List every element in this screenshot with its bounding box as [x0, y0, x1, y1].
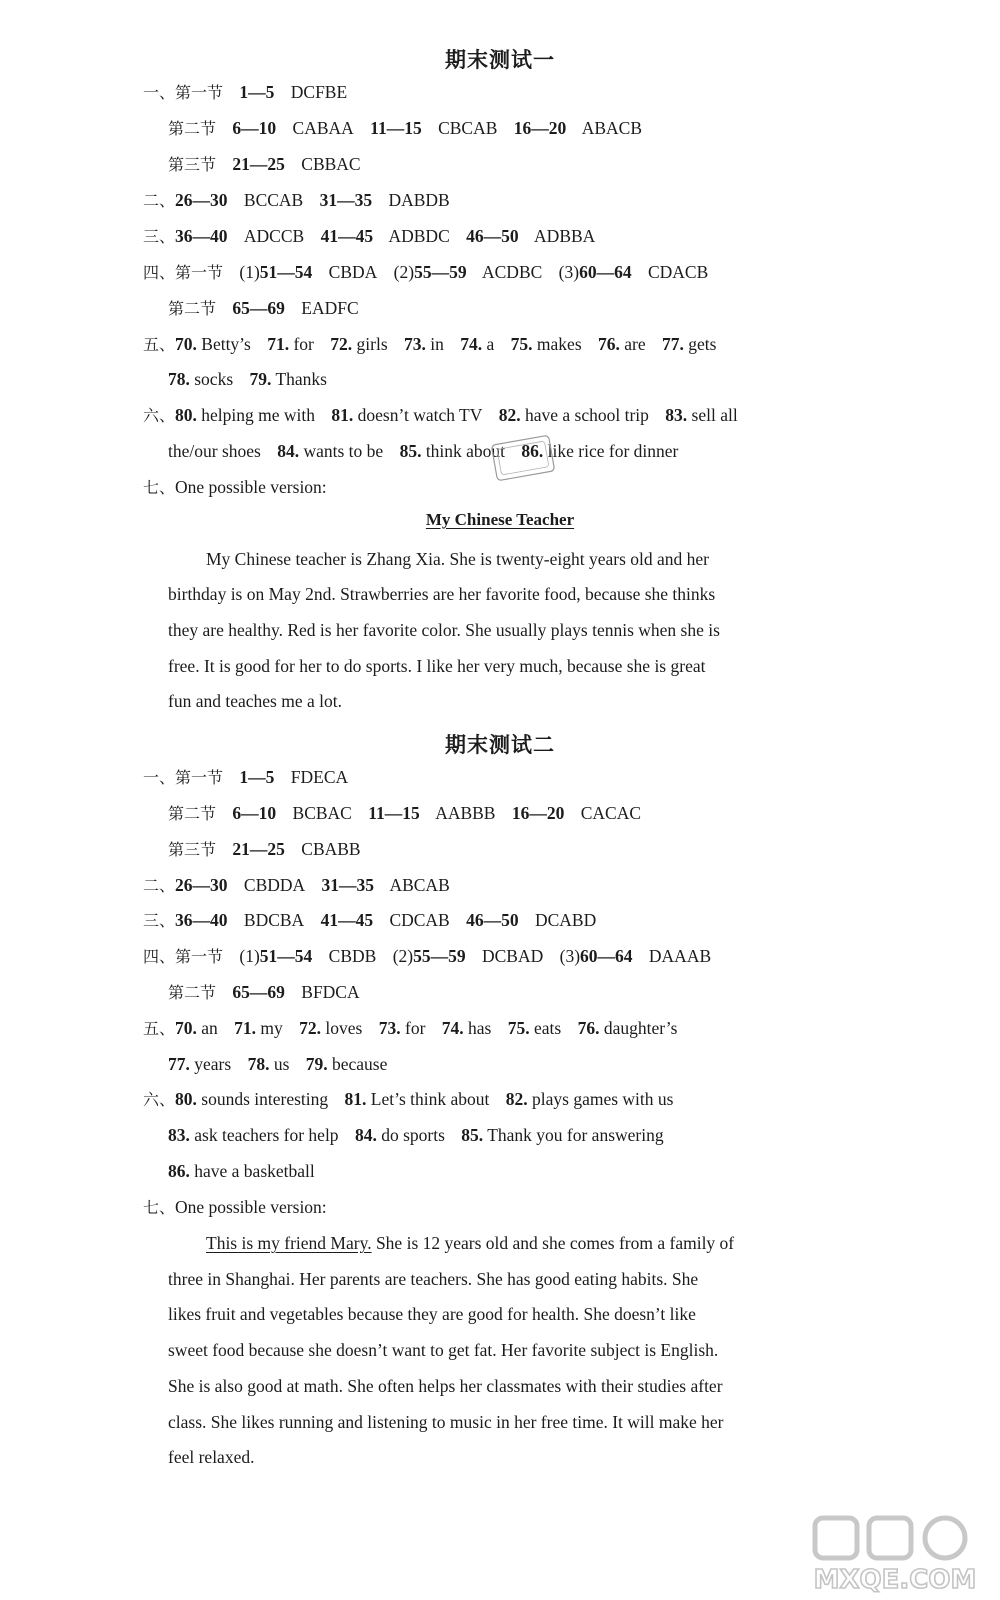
essay-line	[206, 1230, 734, 1256]
answers: CABAA	[292, 118, 354, 138]
item-answer: an	[201, 1018, 218, 1038]
item-number: 81.	[331, 405, 354, 425]
item-number: 70.	[175, 334, 197, 354]
item-answer: helping me with	[201, 405, 315, 425]
item-answer: a	[486, 334, 495, 354]
answers: AABBB	[435, 803, 496, 823]
section-label: 第三节	[168, 840, 217, 859]
section-label: 三、	[143, 227, 176, 246]
range: 41—45	[320, 226, 374, 246]
item-answer: girls	[356, 334, 388, 354]
answers: DCBAD	[481, 946, 544, 966]
range: 46—50	[466, 910, 519, 930]
essay-line: free. It is good for her to do sports. I like her very much, because she is great	[168, 656, 706, 676]
test1-s5-line1	[143, 331, 716, 358]
item-answer: gets	[688, 334, 717, 354]
test2-s1-line3	[168, 836, 361, 863]
item-answer: because	[332, 1054, 388, 1074]
part-marker: (2)	[392, 946, 414, 966]
section-label: 第二节	[168, 804, 217, 823]
item-number: 84.	[354, 1125, 377, 1145]
range: 11—15	[368, 803, 420, 823]
test2-s5-line2	[168, 1051, 387, 1077]
test2-s6-line3	[168, 1158, 315, 1184]
item-answer: Betty’s	[201, 334, 251, 354]
range: 65—69	[232, 982, 285, 1002]
item-number: 75.	[510, 334, 533, 354]
item-number: 74.	[441, 1018, 464, 1038]
test2-s3	[143, 907, 596, 934]
intro-text: One possible version:	[175, 477, 327, 497]
item-number: 71.	[267, 334, 290, 354]
test2-s6-line1	[143, 1086, 673, 1113]
essay-title	[0, 510, 1000, 530]
answers: BDCBA	[243, 910, 305, 930]
essay-line: likes fruit and vegetables because they are good for health. She doesn’t like	[168, 1304, 696, 1324]
item-number: 70.	[175, 1018, 197, 1038]
section-label: 四、第一节	[143, 947, 224, 966]
item-answer: loves	[325, 1018, 363, 1038]
range: 65—69	[232, 298, 285, 318]
essay-line: sweet food because she doesn’t want to get fat. Her favorite subject is English.	[168, 1340, 719, 1360]
item-number: 73.	[404, 334, 426, 354]
test2-s2	[143, 872, 450, 899]
answers: CBCAB	[438, 118, 498, 138]
item-number: 76.	[577, 1018, 600, 1038]
range: 6—10	[232, 803, 277, 823]
test1-s5-line2	[168, 366, 327, 392]
item-number: 77.	[168, 1054, 190, 1074]
section-label: 四、第一节	[143, 263, 224, 282]
essay-underlined-opening: This is my friend Mary.	[206, 1233, 372, 1253]
item-number: 84.	[277, 441, 300, 461]
item-number: 71.	[234, 1018, 257, 1038]
essay-line: She is also good at math. She often helps her classmates with their studies after	[168, 1376, 723, 1396]
range: 26—30	[175, 190, 228, 210]
test2-s4-line1	[143, 943, 711, 970]
item-answer: have a basketball	[194, 1161, 315, 1181]
range: 60—64	[580, 946, 633, 966]
range: 1—5	[239, 767, 275, 787]
item-answer: makes	[536, 334, 582, 354]
item-number: 78.	[168, 369, 190, 389]
test1-s1-line3	[168, 151, 361, 178]
range: 55—59	[413, 946, 466, 966]
answers: ABCAB	[389, 875, 450, 895]
item-answer: Let’s think about	[370, 1089, 490, 1109]
item-number: 72.	[299, 1018, 322, 1038]
test2-s1-line2	[168, 800, 641, 827]
answers: ADBBA	[534, 226, 596, 246]
answers: ACDBC	[482, 262, 543, 282]
item-answer: Thanks	[275, 369, 327, 389]
item-answer: have a school trip	[525, 405, 649, 425]
item-answer: plays games with us	[532, 1089, 674, 1109]
item-answer: sell all	[691, 405, 738, 425]
answers: DCFBE	[290, 82, 348, 102]
range: 36—40	[175, 910, 228, 930]
range: 55—59	[414, 262, 467, 282]
test1-s2	[143, 187, 450, 214]
part-marker: (3)	[558, 262, 580, 282]
item-answer: years	[194, 1054, 232, 1074]
item-answer: are	[624, 334, 646, 354]
range: 26—30	[175, 875, 228, 895]
item-answer: sounds interesting	[201, 1089, 329, 1109]
watermark-site-text: MXQE.COM	[813, 1565, 977, 1594]
item-number: 74.	[460, 334, 483, 354]
essay-title-text: My Chinese Teacher	[425, 510, 575, 529]
answers: DAAAB	[648, 946, 712, 966]
item-number: 77.	[662, 334, 684, 354]
answers: BCCAB	[243, 190, 304, 210]
item-number: 76.	[598, 334, 620, 354]
answers: CBDA	[328, 262, 378, 282]
test2-s7-intro	[143, 1194, 327, 1221]
answers: CDCAB	[389, 910, 450, 930]
answers: DABDB	[388, 190, 450, 210]
item-answer: for	[293, 334, 314, 354]
range: 16—20	[511, 803, 565, 823]
answers: ADBDC	[388, 226, 450, 246]
item-number: 80.	[175, 1089, 197, 1109]
item-number: 85.	[399, 441, 422, 461]
essay-line-rest: She is 12 years old and she comes from a family of	[371, 1233, 735, 1253]
test1-s3	[143, 223, 595, 250]
range: 16—20	[513, 118, 567, 138]
item-answer: ask teachers for help	[194, 1125, 339, 1145]
item-answer: daughter’s	[603, 1018, 678, 1038]
item-number: 78.	[247, 1054, 270, 1074]
range: 1—5	[239, 82, 275, 102]
item-number: 79.	[305, 1054, 328, 1074]
range: 51—54	[259, 946, 313, 966]
essay-line: class. She likes running and listening to music in her free time. It will make her	[168, 1412, 724, 1432]
item-number: 75.	[507, 1018, 530, 1038]
range: 6—10	[232, 118, 277, 138]
watermark-logo	[807, 1514, 982, 1594]
test1-s4-line2	[168, 295, 359, 322]
answers: ABACB	[581, 118, 642, 138]
range: 46—50	[466, 226, 519, 246]
item-answer: my	[260, 1018, 283, 1038]
section-label: 二、	[143, 191, 176, 210]
range: 31—35	[321, 875, 375, 895]
section-label: 第二节	[168, 119, 217, 138]
item-answer: like rice for dinner	[547, 441, 679, 461]
item-answer: socks	[194, 369, 234, 389]
item-answer: wants to be	[303, 441, 384, 461]
answers: CBABB	[301, 839, 361, 859]
test1-s6-line1	[143, 402, 738, 429]
item-number: 83.	[168, 1125, 190, 1145]
test2-title: 期末测试二	[445, 733, 555, 757]
section-label: 七、	[143, 1198, 176, 1217]
section-label: 第三节	[168, 155, 217, 174]
item-answer: for	[405, 1018, 426, 1038]
essay-line: fun and teaches me a lot.	[168, 691, 342, 711]
section-label: 一、第一节	[143, 83, 224, 102]
item-answer: has	[468, 1018, 492, 1038]
range: 60—64	[579, 262, 632, 282]
range: 11—15	[370, 118, 422, 138]
item-number: 85.	[461, 1125, 484, 1145]
stamp-seal	[488, 430, 558, 486]
test1-s4-line1	[143, 259, 708, 286]
essay-line: feel relaxed.	[168, 1447, 255, 1467]
item-number: 79.	[249, 369, 272, 389]
item-answer: the/our shoes	[168, 441, 261, 461]
answers: CBBAC	[301, 154, 361, 174]
answers: BCBAC	[292, 803, 352, 823]
section-label: 三、	[143, 911, 176, 930]
section-label: 第二节	[168, 299, 217, 318]
item-answer: us	[273, 1054, 290, 1074]
item-number: 81.	[344, 1089, 367, 1109]
item-answer: doesn’t watch TV	[357, 405, 483, 425]
answers: CACAC	[580, 803, 642, 823]
range: 36—40	[175, 226, 228, 246]
test1-s6-line2	[168, 438, 678, 464]
test1-s7-intro	[143, 474, 327, 501]
answers: CBDDA	[243, 875, 306, 895]
answers: DCABD	[534, 910, 597, 930]
test2-s4-line2	[168, 979, 360, 1006]
test1-s1-line1	[143, 79, 347, 106]
section-label: 五、	[143, 1019, 176, 1038]
essay-line: birthday is on May 2nd. Strawberries are her favorite food, because she thinks	[168, 584, 716, 604]
range: 51—54	[259, 262, 313, 282]
part-marker: (3)	[559, 946, 581, 966]
range: 21—25	[232, 154, 285, 174]
item-number: 86.	[521, 441, 544, 461]
part-marker: (2)	[393, 262, 415, 282]
section-label: 七、	[143, 478, 176, 497]
answers: CBDB	[328, 946, 377, 966]
item-number: 83.	[665, 405, 688, 425]
section-label: 六、	[143, 1090, 176, 1109]
section-label: 二、	[143, 876, 176, 895]
test1-title: 期末测试一	[445, 48, 555, 72]
item-answer: do sports	[381, 1125, 445, 1145]
answers: EADFC	[301, 298, 359, 318]
section-label: 第二节	[168, 983, 217, 1002]
answers: ADCCB	[243, 226, 305, 246]
item-answer: Thank you for answering	[487, 1125, 664, 1145]
essay-line: My Chinese teacher is Zhang Xia. She is twenty-eight years old and her	[206, 549, 709, 569]
item-answer: in	[430, 334, 444, 354]
part-marker: (1)	[239, 946, 260, 966]
item-number: 86.	[168, 1161, 190, 1181]
test2-s5-line1	[143, 1015, 677, 1042]
range: 31—35	[319, 190, 373, 210]
item-number: 80.	[175, 405, 197, 425]
item-number: 82.	[498, 405, 521, 425]
essay-line: three in Shanghai. Her parents are teachers. She has good eating habits. She	[168, 1269, 699, 1289]
item-number: 72.	[330, 334, 353, 354]
answers: FDECA	[290, 767, 349, 787]
item-number: 82.	[505, 1089, 528, 1109]
section-label: 五、	[143, 335, 176, 354]
item-number: 73.	[378, 1018, 401, 1038]
test2-s6-line2	[168, 1122, 664, 1148]
section-label: 六、	[143, 406, 176, 425]
answers: BFDCA	[301, 982, 360, 1002]
essay-line: they are healthy. Red is her favorite color. She usually plays tennis when she is	[168, 620, 720, 640]
section-label: 一、第一节	[143, 768, 224, 787]
range: 41—45	[320, 910, 374, 930]
answers: CDACB	[647, 262, 709, 282]
test2-s1-line1	[143, 764, 348, 791]
intro-text: One possible version:	[175, 1197, 327, 1217]
test1-s1-line2	[168, 115, 642, 142]
range: 21—25	[232, 839, 285, 859]
item-answer: eats	[533, 1018, 562, 1038]
item-answer: think about	[425, 441, 506, 461]
part-marker: (1)	[239, 262, 260, 282]
